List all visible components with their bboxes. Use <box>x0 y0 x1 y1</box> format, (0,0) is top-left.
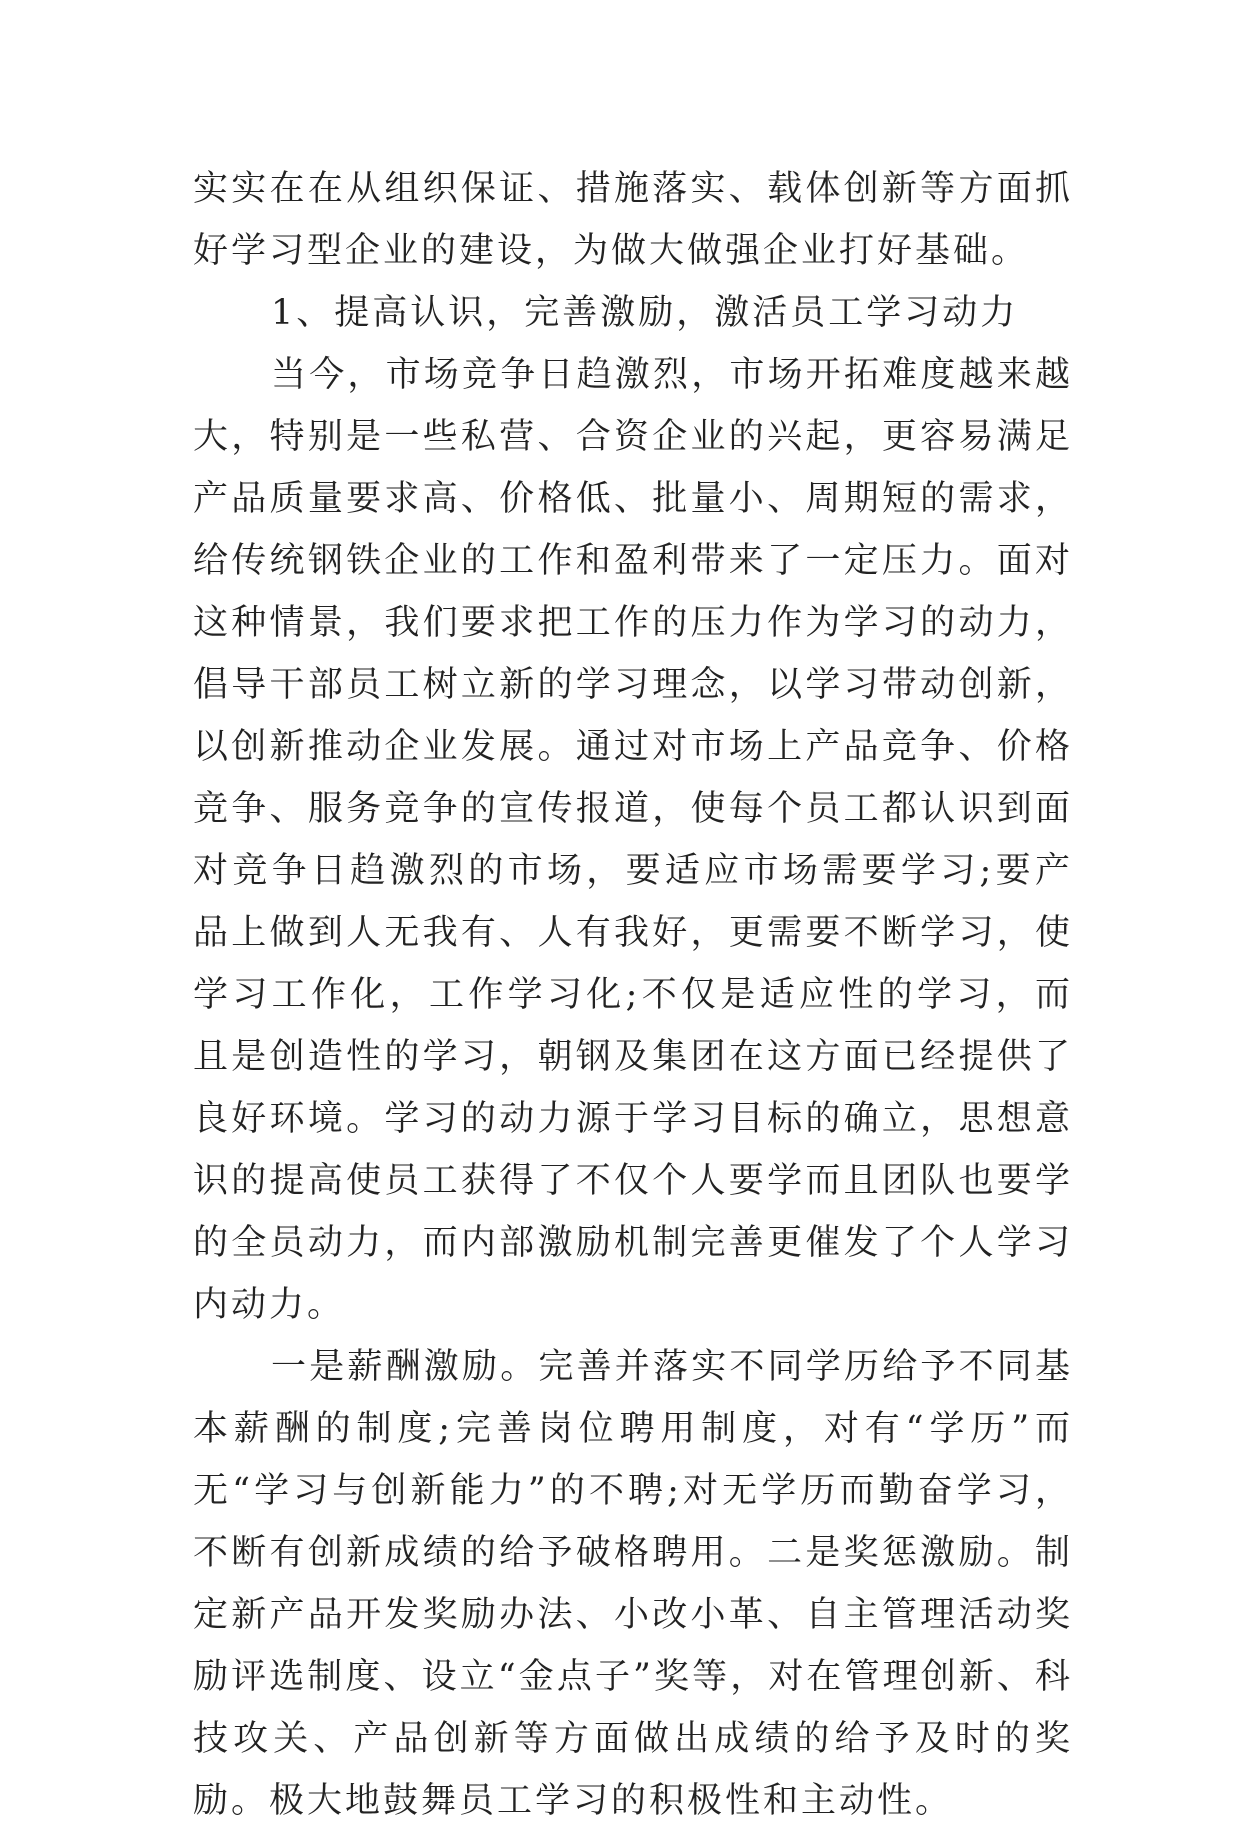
paragraph-continuation: 实实在在从组织保证、措施落实、载体创新等方面抓好学习型企业的建设，为做大做强企业打好基础。 <box>193 169 1073 271</box>
document-body <box>193 158 1073 1832</box>
paragraph-incentives: 一是薪酬激励。完善并落实不同学历给予不同基本薪酬的制度;完善岗位聘用制度，对有“学历”而无“学习与创新能力”的不聘;对无学历而勤奋学习，不断有创新成绩的给予破格聘用。二是奖惩激励。制定新产品开发奖励办法、小改小革、自主管理活动奖励评选制度、设立“金点子”奖等，对在管理创新、科技攻关、产品创新等方面做出成绩的给予及时的奖励。极大地鼓舞员工学习的积极性和主动性。 <box>193 1347 1073 1821</box>
paragraph-market-competition: 当今，市场竞争日趋激烈，市场开拓难度越来越大，特别是一些私营、合资企业的兴起，更容易满足产品质量要求高、价格低、批量小、周期短的需求，给传统钢铁企业的工作和盈利带来了一定压力。面对这种情景，我们要求把工作的压力作为学习的动力，倡导干部员工树立新的学习理念，以学习带动创新，以创新推动企业发展。通过对市场上产品竞争、价格竞争、服务竞争的宣传报道，使每个员工都认识到面对竞争日趋激烈的市场，要适应市场需要学习;要产品上做到人无我有、人有我好，更需要不断学习，使学习工作化，工作学习化;不仅是适应性的学习，而且是创造性的学习，朝钢及集团在这方面已经提供了良好环境。学习的动力源于学习目标的确立，思想意识的提高使员工获得了不仅个人要学而且团队也要学的全员动力，而内部激励机制完善更催发了个人学习内动力。 <box>193 355 1073 1325</box>
section-heading: 1、提高认识，完善激励，激活员工学习动力 <box>271 293 1019 333</box>
